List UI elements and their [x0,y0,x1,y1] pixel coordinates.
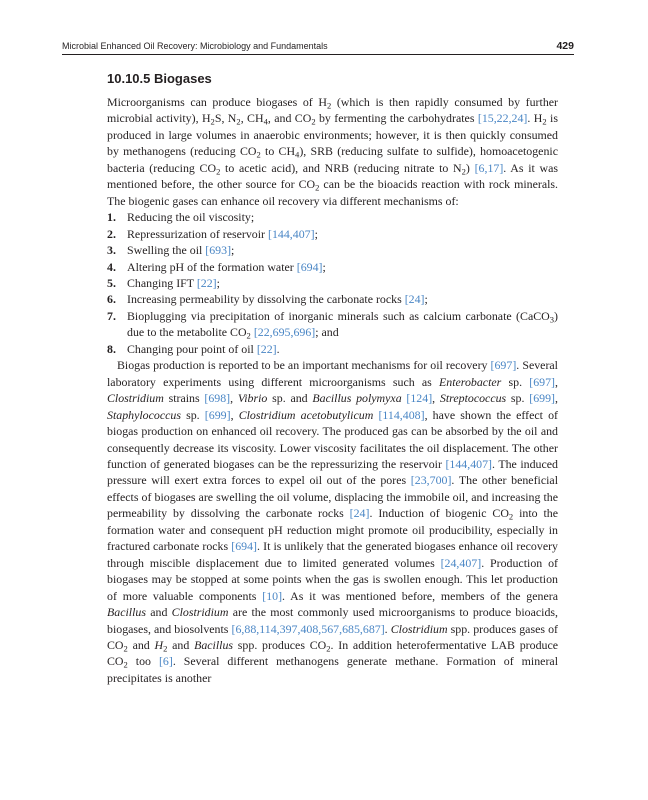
body-text [107,94,558,686]
citation-link[interactable]: [24] [349,506,370,521]
list-item: 5. Changing IFT [22]; [107,275,220,290]
citation-link[interactable]: [24,407] [440,555,482,570]
citation-link[interactable]: [124] [406,391,433,406]
citation-link[interactable]: [6,88,114,397,408,567,685,687] [231,621,385,636]
list-item: 4. Altering pH of the formation water [694]; [107,259,326,274]
list-item: 7. Bioplugging via precipitation of inorganic minerals such as calcium carbonate (CaCO$_3$) due to the metabolite $CO_2$ [22,695,696]; and [107,308,558,341]
list-item: 2. Repressurization of reservoir [144,407]; [107,226,318,241]
citation-link[interactable]: [15,22,24] [477,111,528,126]
citation-link[interactable]: [144,407] [268,226,315,241]
citation-link[interactable]: [24] [404,292,425,307]
list-number: 3. [107,243,116,258]
list-item: 6. Increasing permeability by dissolving the carbonate rocks [24]; [107,292,428,307]
citation-link[interactable]: [697] [490,358,517,373]
biogas-paragraph: Biogas production is reported to be an important mechanisms for oil recovery [697]. Several laboratory experiments using different microorganisms such as Enterobacter sp. [697], Clostridium strains [698], Vibrio sp. and Bacillus polymyxa [124], Streptococcus sp. [699], Staphylococcus sp. [699], Clostridium acetobutylicum [114,408], have shown the effect of biogas production on enhanced oil recovery. The produced gas can be absorbed by the oil and consequently decrease its viscosity. Lower viscosity facilitates the oil displacement. The other function of generated biogases can be the repressurizing the reservoir [144,407]. The induced pressure will exert extra forces to expel oil out of the pores [23,700]. The other beneficial effects of biogases are swelling the oil volume, displacing the immobile oil, and increasing the permeability by dissolving the carbonate rocks [24]. Induction of biogenic $CO_2$ into the formation water and consequent pH reduction might promote oil producibility, especially in fractured carbonate rocks [694]. It is unlikely that the generated biogases enhance oil recovery through miscible displacement due to limited generated volumes [24,407]. Production of biogases may be stopped at some points when the gas is swollen enough. This let production of more valuable components [10]. As it was mentioned before, members of the genera Bacillus and Clostridium are the most commonly used microorganisms to produce bioacids, biogases, and biosolvents [6,88,114,397,408,567,685,687]. Clostridium spp. produces gases of $CO_2$ and $H_2$ and Bacillus spp. produces $CO_2$. In addition heterofermentative LAB produce $CO_2$ too [6]. Several different methanogens generate methane. Formation of mineral precipitates is another [107,358,559,685]
citation-link[interactable]: [23,700] [410,473,452,488]
citation-link[interactable]: [699] [204,407,231,422]
citation-link[interactable]: [22] [196,275,217,290]
list-item: 8. Changing pour point of oil [22]. [107,341,280,356]
running-header [62,40,574,55]
list-number: 2. [107,226,116,241]
citation-link[interactable]: [694] [296,259,323,274]
section-heading: 10.10.5 Biogases [107,71,212,86]
citation-link[interactable]: [22,695,696] [253,325,316,340]
citation-link[interactable]: [6] [158,654,173,669]
citation-link[interactable]: [693] [205,243,232,258]
citation-link[interactable]: [10] [262,588,283,603]
list-number: 4. [107,259,116,274]
citation-link[interactable]: [694] [231,539,258,554]
running-title: Microbial Enhanced Oil Recovery: Microbiology and Fundamentals [62,41,328,51]
mechanism-list [107,209,558,357]
list-number: 7. [107,308,116,323]
list-number: 8. [107,341,116,356]
citation-link[interactable]: [697] [529,374,556,389]
citation-link[interactable]: [6,17] [474,160,504,175]
page-number: 429 [556,40,574,52]
list-number: 5. [107,275,116,290]
list-number: 6. [107,292,116,307]
list-item: 3. Swelling the oil [693]; [107,243,235,258]
list-number: 1. [107,210,116,225]
intro-paragraph: Microorganisms can produce biogases of $H_2$ (which is then rapidly consumed by further microbial activity), $H_2S$, $N_2$, $CH_4$, and $CO_2$ by fermenting the carbohydrates [15,22,24]. $H_2$ is produced in large volumes in anaerobic environments; however, it is then quickly consumed by methanogens (reducing $CO_2$ to $CH_4$), SRB (reducing sulfate to sulfide), homoacetogenic bacteria (reducing $CO_2$ to acetic acid), and NRB (reducing nitrate to $N_2$) [6,17]. As it was mentioned before, the other source for $CO_2$ can be the bioacids reaction with rock minerals. The biogenic gases can enhance oil recovery via different mechanisms of: [107,95,558,208]
citation-link[interactable]: [698] [204,391,231,406]
citation-link[interactable]: [699] [529,391,555,406]
citation-link[interactable]: [22] [256,341,277,356]
citation-link[interactable]: [144,407] [445,456,493,471]
citation-link[interactable]: [114,408] [378,407,425,422]
list-item: 1. Reducing the oil viscosity; [107,210,255,225]
